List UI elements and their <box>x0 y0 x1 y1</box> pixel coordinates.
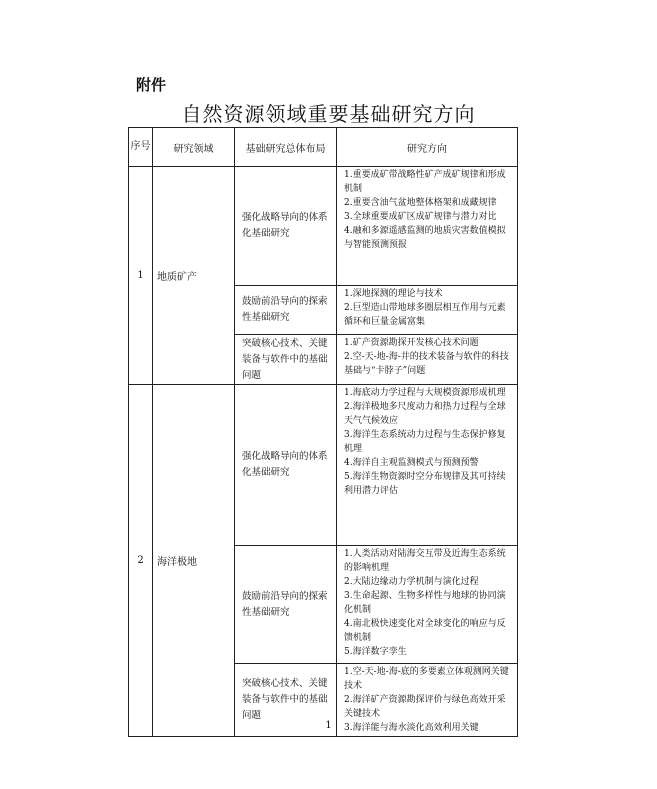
direction-item: 2.空-天-地-海-井的技术装备与软件的科技基础与“卡脖子”问题 <box>344 352 509 376</box>
research-table <box>128 127 518 737</box>
direction-item: 4.海洋自主观监测模式与预测预警 <box>344 458 479 468</box>
layout-cell: 鼓励前沿导向的探索性基础研究 <box>235 286 337 335</box>
layout-cell: 突破核心技术、关键装备与软件中的基础问题 <box>235 664 337 737</box>
header-field: 研究领域 <box>153 128 235 167</box>
direction-item: 3.生命起源、生物多样性与地球的协同演化机制 <box>344 591 506 615</box>
direction-cell <box>337 167 518 286</box>
direction-item: 1.矿产资源勘探开发核心技术问题 <box>344 338 479 348</box>
attachment-label: 附件 <box>136 76 167 94</box>
header-layout: 基础研究总体布局 <box>235 128 337 167</box>
header-direction: 研究方向 <box>337 128 518 167</box>
direction-item: 2.海洋极地多尺度动力和热力过程与全球天气气候效应 <box>344 402 506 426</box>
direction-item: 1.深地探测的理论与技术 <box>344 289 443 299</box>
layout-cell: 强化战略导向的体系化基础研究 <box>235 167 337 286</box>
table-row <box>129 167 518 286</box>
direction-item: 3.海洋能与海水淡化高效利用关键 <box>344 723 479 733</box>
direction-item: 3.海洋生态系统动力过程与生态保护修复机理 <box>344 430 506 454</box>
direction-item: 1.空-天-地-海-底的多要素立体观测网关键技术 <box>344 667 509 691</box>
layout-cell: 突破核心技术、关键装备与软件中的基础问题 <box>235 335 337 385</box>
direction-item: 4.南北极快速变化对全球变化的响应与反馈机制 <box>344 619 506 643</box>
direction-cell <box>337 385 518 546</box>
direction-cell <box>337 335 518 385</box>
direction-item: 1.人类活动对陆海交互带及近海生态系统的影响机理 <box>344 549 506 573</box>
row-seq: 1 <box>129 167 153 385</box>
direction-item: 5.海洋数字孪生 <box>344 647 407 657</box>
row-field: 地质矿产 <box>153 167 235 385</box>
layout-cell: 鼓励前沿导向的探索性基础研究 <box>235 546 337 664</box>
header-seq: 序号 <box>129 128 153 167</box>
table-row <box>129 385 518 546</box>
direction-item: 5.海洋生物资源时空分布规律及其可持续利用潜力评估 <box>344 472 506 496</box>
table-header-row <box>129 128 518 167</box>
direction-item: 2.重要含油气盆地整体格架和成藏规律 <box>344 198 497 208</box>
direction-cell <box>337 286 518 335</box>
direction-item: 4.融和多源遥感监测的地质灾害数值模拟与智能预测预报 <box>344 226 506 250</box>
layout-cell: 强化战略导向的体系化基础研究 <box>235 385 337 546</box>
document-title: 自然资源领域重要基础研究方向 <box>181 102 476 126</box>
page-number: 1 <box>325 720 332 731</box>
direction-item: 1.海底动力学过程与大规模资源形成机理 <box>344 388 506 398</box>
direction-item: 2.大陆边缘动力学机制与演化过程 <box>344 577 479 587</box>
direction-item: 3.全球重要成矿区成矿规律与潜力对比 <box>344 212 497 222</box>
direction-item: 2.巨型造山带地球多圈层相互作用与元素循环和巨量金属富集 <box>344 303 506 327</box>
row-seq: 2 <box>129 385 153 737</box>
direction-cell <box>337 546 518 664</box>
row-field: 海洋极地 <box>153 385 235 737</box>
direction-item: 2.海洋矿产资源勘探评价与绿色高效开采关键技术 <box>344 695 506 719</box>
direction-item: 1.重要成矿带战略性矿产成矿规律和形成机制 <box>344 170 506 194</box>
